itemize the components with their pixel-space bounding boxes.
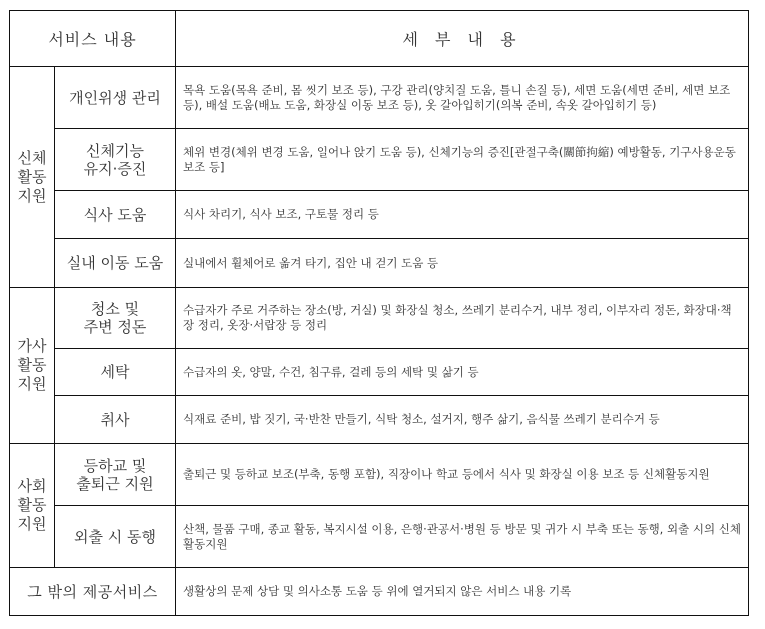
other-services-label: 그 밖의 제공서비스 [10,568,176,616]
service-detail: 실내에서 휠체어로 옮겨 타기, 집안 내 걷기 도움 등 [176,239,749,288]
service-detail: 식사 차리기, 식사 보조, 구토물 정리 등 [176,191,749,239]
other-services-detail: 생활상의 문제 상담 및 의사소통 도움 등 위에 열거되지 않은 서비스 내용 기록 [176,568,749,616]
table-row [10,396,749,444]
detail-header: 세 부 내 용 [176,11,749,67]
service-name: 실내 이동 도움 [55,239,176,288]
table-row [10,349,749,396]
table-row [10,239,749,288]
category-housework: 가사 활동 지원 [10,288,55,444]
service-detail: 식재료 준비, 밥 짓기, 국·반찬 만들기, 식탁 청소, 설거지, 행주 삶기, 음식물 쓰레기 분리수거 등 [176,396,749,444]
table-row [10,506,749,568]
service-detail: 목욕 도움(목욕 준비, 몸 씻기 보조 등), 구강 관리(양치질 도움, 틀니 손질 등), 세면 도움(세면 준비, 세면 보조 등), 배설 도움(배뇨 도움, 화장실 이동 보조 등), 옷 갈아입히기(의복 준비, 속옷 갈아입히기 등) [176,67,749,129]
service-name: 신체기능 유지·증진 [55,129,176,191]
service-name: 세탁 [55,349,176,396]
service-name: 외출 시 동행 [55,506,176,568]
service-name: 등하교 및 출퇴근 지원 [55,444,176,506]
service-name: 개인위생 관리 [55,67,176,129]
service-name: 식사 도움 [55,191,176,239]
service-header: 서비스 내용 [10,11,176,67]
category-physical: 신체 활동 지원 [10,67,55,288]
footer-row [10,568,749,616]
service-name: 청소 및 주변 정돈 [55,288,176,349]
service-detail: 수급자가 주로 거주하는 장소(방, 거실) 및 화장실 청소, 쓰레기 분리수거, 내부 정리, 이부자리 정돈, 화장대·책장 정리, 옷장·서랍장 등 정리 [176,288,749,349]
service-name: 취사 [55,396,176,444]
table-row [10,191,749,239]
header-row [10,11,749,67]
table-row [10,288,749,349]
table-row [10,129,749,191]
service-detail: 체위 변경(체위 변경 도움, 일어나 앉기 도움 등), 신체기능의 증진[관절구축(關節拘縮) 예방활동, 기구사용운동 보조 등] [176,129,749,191]
category-social: 사회 활동 지원 [10,444,55,568]
service-detail: 수급자의 옷, 양말, 수건, 침구류, 걸레 등의 세탁 및 삶기 등 [176,349,749,396]
table-row [10,444,749,506]
table-row [10,67,749,129]
service-detail: 출퇴근 및 등하교 보조(부축, 동행 포함), 직장이나 학교 등에서 식사 및 화장실 이용 보조 등 신체활동지원 [176,444,749,506]
service-detail: 산책, 물품 구매, 종교 활동, 복지시설 이용, 은행·관공서·병원 등 방문 및 귀가 시 부축 또는 동행, 외출 시의 신체활동지원 [176,506,749,568]
service-table [9,10,749,616]
